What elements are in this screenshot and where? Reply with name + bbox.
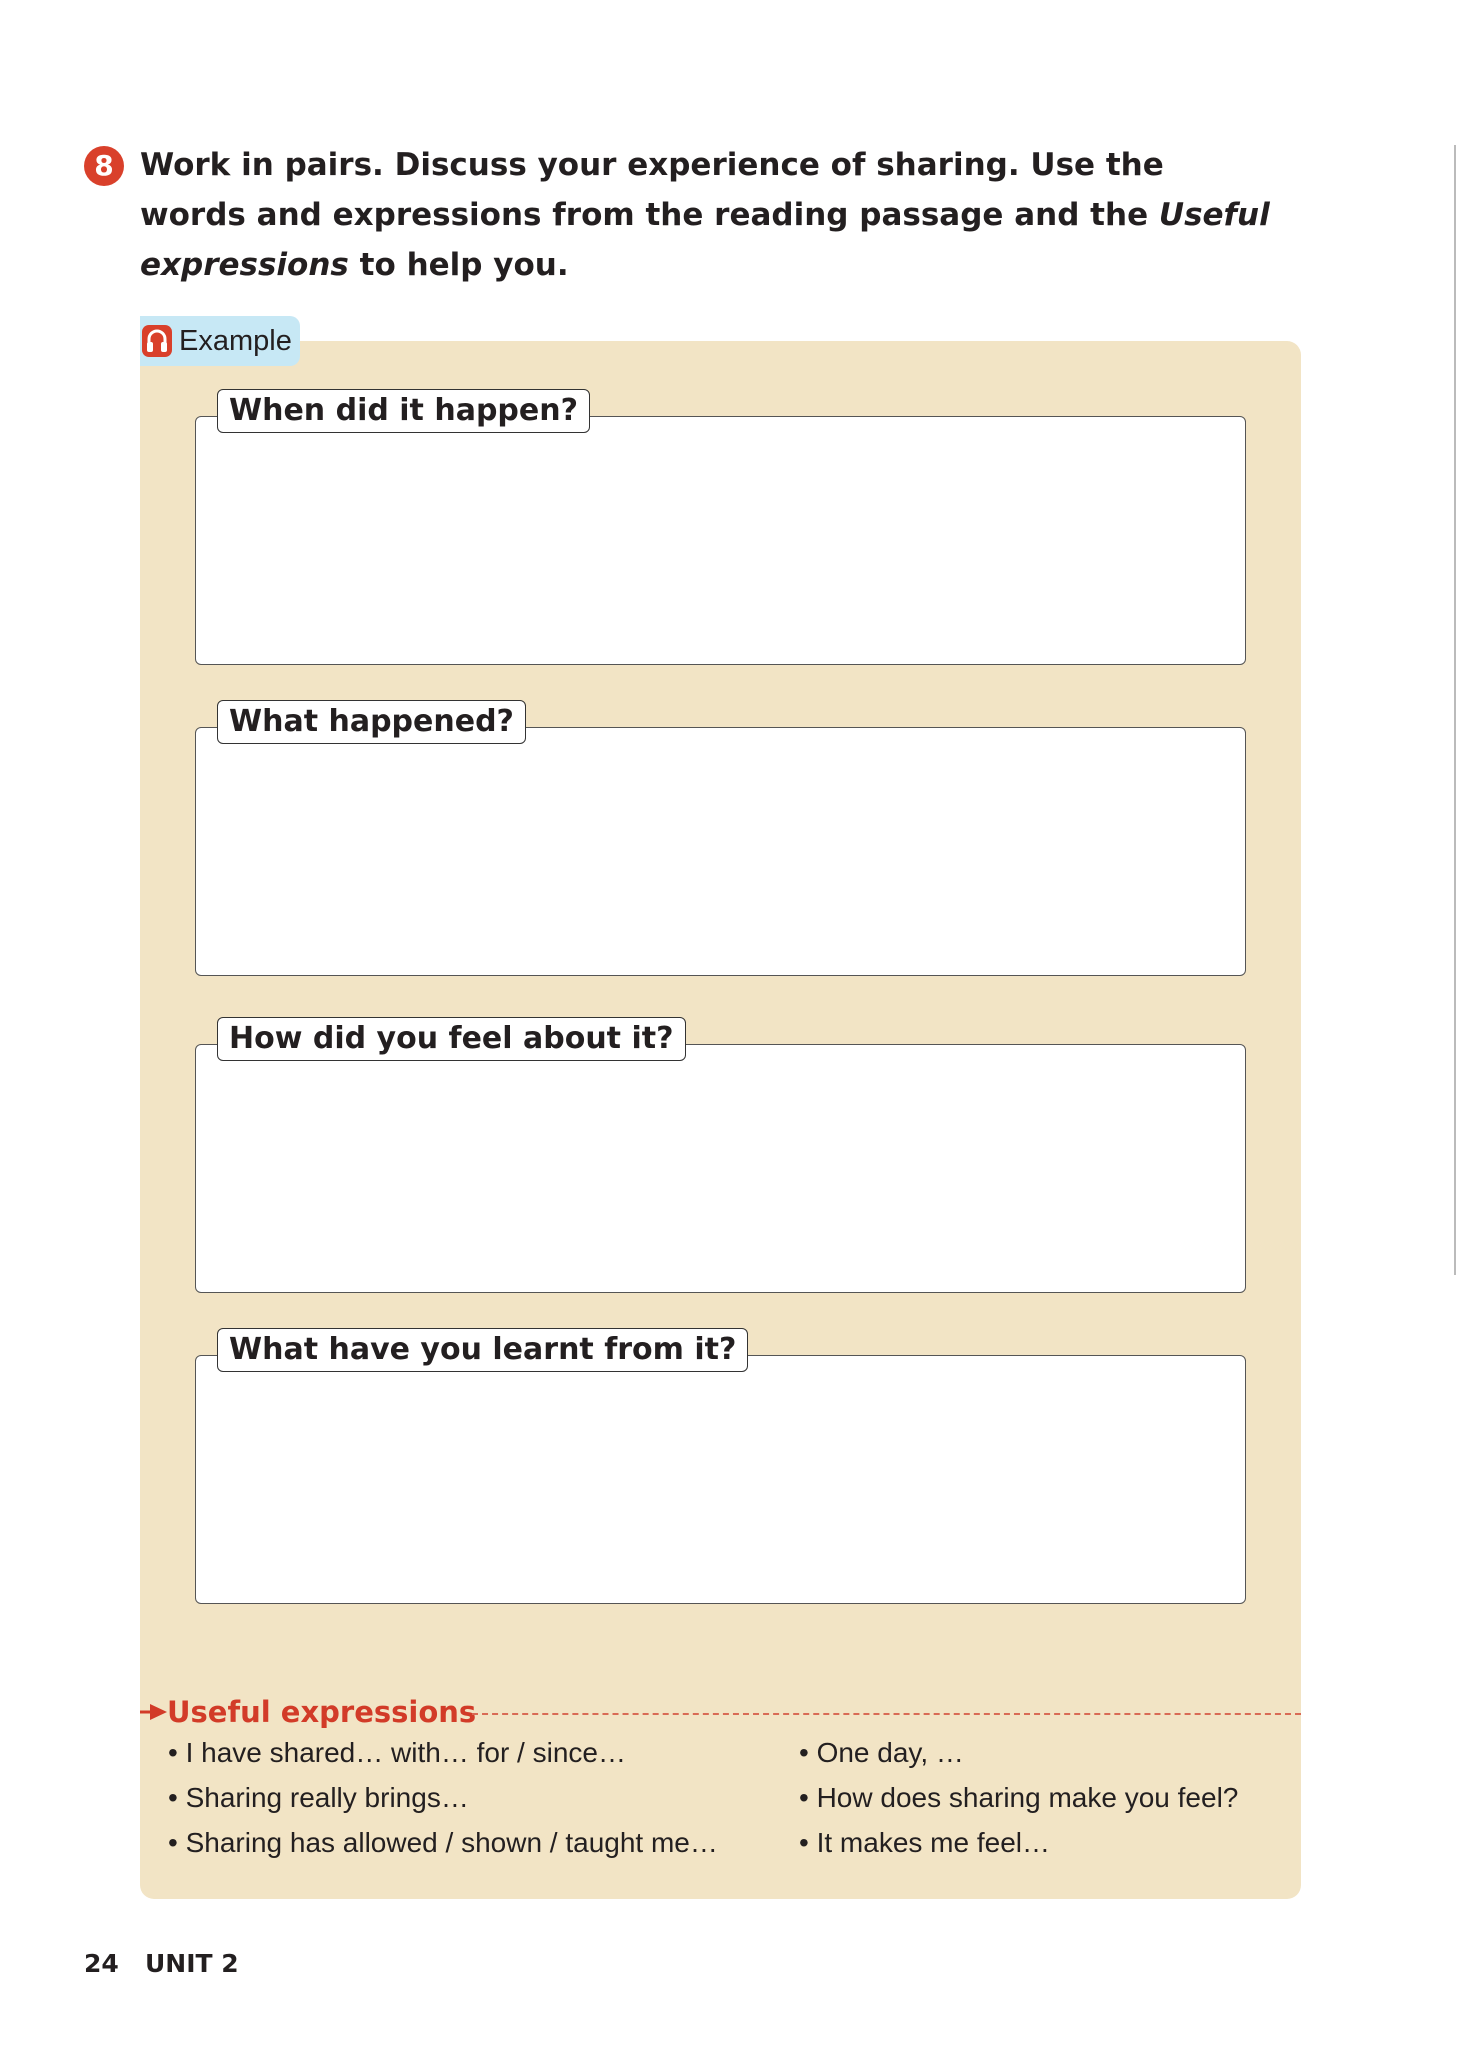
answer-box-what[interactable]	[195, 727, 1246, 976]
task-instruction	[140, 140, 1280, 290]
instruction-italic: Useful expressions	[140, 197, 1270, 283]
answer-box-learnt[interactable]	[195, 1355, 1246, 1604]
expression-item: • How does sharing make you feel?	[799, 1782, 1239, 1813]
question-learnt: What have you learnt from it?	[217, 1328, 748, 1372]
expression-item: • I have shared… with… for / since…	[168, 1737, 626, 1768]
arrow-icon	[140, 1703, 168, 1721]
dashed-divider	[472, 1713, 1301, 1715]
page-number: 24	[84, 1949, 119, 1978]
expression-item: • Sharing has allowed / shown / taught me…	[168, 1827, 718, 1858]
answer-box-when[interactable]	[195, 416, 1246, 665]
useful-expressions-title: Useful expressions	[167, 1695, 477, 1729]
expression-item: • Sharing really brings…	[168, 1782, 469, 1813]
example-label: Example	[179, 325, 292, 357]
instruction-text-1: Work in pairs. Discuss your experience of sharing. Use the words and expressions from the reading passage and the	[140, 147, 1164, 233]
headphones-icon	[141, 324, 173, 358]
unit-label: UNIT 2	[145, 1949, 239, 1978]
page-edge-divider	[1454, 145, 1456, 1275]
task-number-badge: 8	[84, 146, 124, 186]
expression-item: • One day, …	[799, 1737, 964, 1768]
question-when: When did it happen?	[217, 389, 590, 433]
instruction-text-2: to help you.	[348, 247, 569, 283]
answer-box-feel[interactable]	[195, 1044, 1246, 1293]
expression-item: • It makes me feel…	[799, 1827, 1050, 1858]
question-feel: How did you feel about it?	[217, 1017, 686, 1061]
question-what: What happened?	[217, 700, 526, 744]
